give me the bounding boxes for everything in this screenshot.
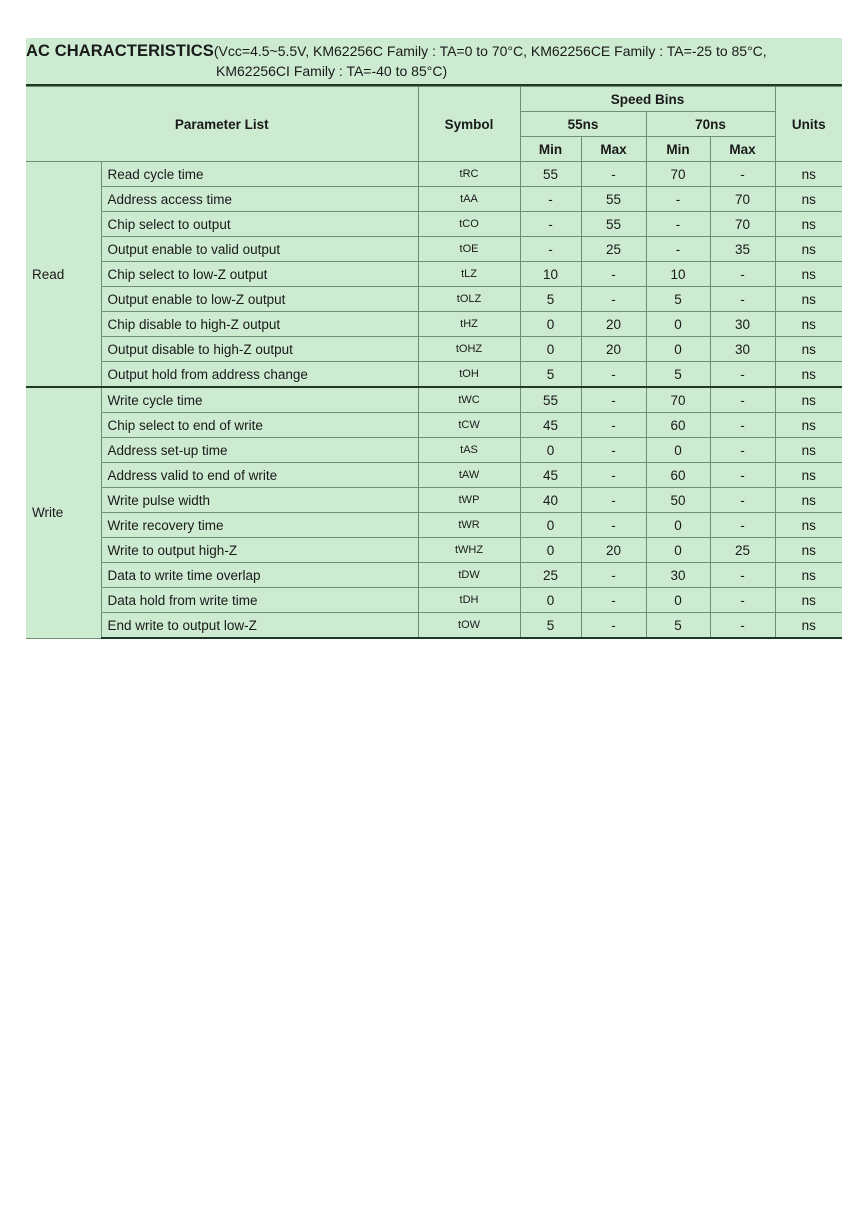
max-70-cell: -	[710, 513, 775, 538]
table-row	[26, 413, 842, 438]
max-70-cell: 30	[710, 312, 775, 337]
symbol-cell: tHZ	[418, 312, 520, 337]
max-70-cell: -	[710, 287, 775, 312]
min-70-cell: 0	[646, 538, 710, 563]
unit-cell: ns	[775, 287, 842, 312]
max-55-cell: -	[581, 613, 646, 639]
max-70-cell: -	[710, 362, 775, 388]
max-70-cell: 25	[710, 538, 775, 563]
max-55-cell: 20	[581, 312, 646, 337]
max-55-cell: -	[581, 563, 646, 588]
min-55-cell: -	[520, 187, 581, 212]
table-row	[26, 438, 842, 463]
max-70-cell: 70	[710, 187, 775, 212]
symbol-cell: tWHZ	[418, 538, 520, 563]
header-speed-bins: Speed Bins	[520, 87, 775, 112]
symbol-cell: tOW	[418, 613, 520, 639]
parameter-cell: Address set-up time	[101, 438, 418, 463]
unit-cell: ns	[775, 187, 842, 212]
max-70-cell: -	[710, 413, 775, 438]
table-row	[26, 463, 842, 488]
parameter-cell: Output enable to low-Z output	[101, 287, 418, 312]
max-70-cell: -	[710, 438, 775, 463]
max-70-cell: -	[710, 613, 775, 639]
table-row	[26, 337, 842, 362]
table-row	[26, 287, 842, 312]
header-units: Units	[775, 87, 842, 162]
parameter-cell: Output enable to valid output	[101, 237, 418, 262]
max-55-cell: 55	[581, 212, 646, 237]
header-max-70: Max	[710, 137, 775, 162]
parameter-cell: Read cycle time	[101, 162, 418, 187]
unit-cell: ns	[775, 387, 842, 413]
table-row	[26, 588, 842, 613]
min-70-cell: 0	[646, 312, 710, 337]
header-bin-55ns: 55ns	[520, 112, 646, 137]
symbol-cell: tAW	[418, 463, 520, 488]
parameter-cell: Data hold from write time	[101, 588, 418, 613]
unit-cell: ns	[775, 212, 842, 237]
max-70-cell: -	[710, 588, 775, 613]
max-70-cell: -	[710, 162, 775, 187]
parameter-cell: Write cycle time	[101, 387, 418, 413]
max-55-cell: 20	[581, 538, 646, 563]
symbol-cell: tOHZ	[418, 337, 520, 362]
min-55-cell: 0	[520, 513, 581, 538]
min-70-cell: -	[646, 237, 710, 262]
max-70-cell: 35	[710, 237, 775, 262]
max-55-cell: -	[581, 463, 646, 488]
max-55-cell: 20	[581, 337, 646, 362]
min-55-cell: 25	[520, 563, 581, 588]
symbol-cell: tCO	[418, 212, 520, 237]
min-55-cell: 5	[520, 613, 581, 639]
ac-characteristics-sheet	[26, 38, 842, 639]
table-row	[26, 513, 842, 538]
symbol-cell: tRC	[418, 162, 520, 187]
min-70-cell: 30	[646, 563, 710, 588]
min-55-cell: 45	[520, 413, 581, 438]
ac-characteristics-table	[26, 86, 842, 639]
header-symbol: Symbol	[418, 87, 520, 162]
symbol-cell: tWC	[418, 387, 520, 413]
table-row	[26, 162, 842, 187]
table-row	[26, 362, 842, 388]
table-row	[26, 262, 842, 287]
min-70-cell: 50	[646, 488, 710, 513]
group-label-read: Read	[26, 162, 101, 388]
max-70-cell: 70	[710, 212, 775, 237]
max-55-cell: -	[581, 438, 646, 463]
section-title: AC CHARACTERISTICS	[26, 42, 214, 60]
max-55-cell: -	[581, 513, 646, 538]
max-70-cell: -	[710, 488, 775, 513]
symbol-cell: tAS	[418, 438, 520, 463]
min-55-cell: 10	[520, 262, 581, 287]
max-70-cell: -	[710, 387, 775, 413]
title-block	[26, 38, 842, 86]
min-55-cell: 0	[520, 312, 581, 337]
min-70-cell: 70	[646, 162, 710, 187]
symbol-cell: tOH	[418, 362, 520, 388]
max-55-cell: -	[581, 413, 646, 438]
min-55-cell: 0	[520, 337, 581, 362]
max-70-cell: 30	[710, 337, 775, 362]
min-70-cell: 5	[646, 287, 710, 312]
unit-cell: ns	[775, 513, 842, 538]
max-55-cell: -	[581, 287, 646, 312]
min-70-cell: 0	[646, 337, 710, 362]
min-70-cell: 0	[646, 513, 710, 538]
table-row	[26, 613, 842, 639]
min-55-cell: 40	[520, 488, 581, 513]
header-parameter-list: Parameter List	[26, 87, 418, 162]
min-55-cell: 55	[520, 162, 581, 187]
unit-cell: ns	[775, 563, 842, 588]
max-55-cell: 25	[581, 237, 646, 262]
max-55-cell: -	[581, 588, 646, 613]
max-55-cell: -	[581, 488, 646, 513]
parameter-cell: Output hold from address change	[101, 362, 418, 388]
max-55-cell: 55	[581, 187, 646, 212]
min-70-cell: 70	[646, 387, 710, 413]
symbol-cell: tDH	[418, 588, 520, 613]
unit-cell: ns	[775, 262, 842, 287]
min-70-cell: 60	[646, 463, 710, 488]
max-70-cell: -	[710, 262, 775, 287]
min-55-cell: 5	[520, 362, 581, 388]
min-55-cell: -	[520, 237, 581, 262]
min-70-cell: 5	[646, 613, 710, 639]
symbol-cell: tCW	[418, 413, 520, 438]
symbol-cell: tDW	[418, 563, 520, 588]
min-70-cell: 5	[646, 362, 710, 388]
unit-cell: ns	[775, 413, 842, 438]
unit-cell: ns	[775, 538, 842, 563]
min-55-cell: 55	[520, 387, 581, 413]
min-55-cell: -	[520, 212, 581, 237]
min-55-cell: 45	[520, 463, 581, 488]
min-70-cell: -	[646, 212, 710, 237]
unit-cell: ns	[775, 162, 842, 187]
min-55-cell: 0	[520, 438, 581, 463]
header-min-70: Min	[646, 137, 710, 162]
table-row	[26, 212, 842, 237]
parameter-cell: Write pulse width	[101, 488, 418, 513]
table-row	[26, 187, 842, 212]
header-min-55: Min	[520, 137, 581, 162]
symbol-cell: tOLZ	[418, 287, 520, 312]
unit-cell: ns	[775, 588, 842, 613]
header-bin-70ns: 70ns	[646, 112, 775, 137]
symbol-cell: tOE	[418, 237, 520, 262]
min-70-cell: 0	[646, 588, 710, 613]
table-body	[26, 162, 842, 639]
max-70-cell: -	[710, 463, 775, 488]
unit-cell: ns	[775, 463, 842, 488]
min-70-cell: 60	[646, 413, 710, 438]
max-55-cell: -	[581, 162, 646, 187]
symbol-cell: tAA	[418, 187, 520, 212]
group-label-write: Write	[26, 387, 101, 638]
unit-cell: ns	[775, 438, 842, 463]
parameter-cell: Data to write time overlap	[101, 563, 418, 588]
parameter-cell: Chip select to low-Z output	[101, 262, 418, 287]
parameter-cell: Chip select to end of write	[101, 413, 418, 438]
parameter-cell: Address access time	[101, 187, 418, 212]
min-55-cell: 0	[520, 588, 581, 613]
conditions-line-2: KM62256CI Family : TA=-40 to 85°C)	[216, 63, 448, 79]
header-max-55: Max	[581, 137, 646, 162]
conditions-line-1: (Vcc=4.5~5.5V, KM62256C Family : TA=0 to 70°C, KM62256CE Family : TA=-25 to 85°C,	[213, 43, 767, 59]
max-55-cell: -	[581, 362, 646, 388]
symbol-cell: tWP	[418, 488, 520, 513]
table-row	[26, 312, 842, 337]
unit-cell: ns	[775, 312, 842, 337]
table-row	[26, 538, 842, 563]
symbol-cell: tLZ	[418, 262, 520, 287]
unit-cell: ns	[775, 362, 842, 388]
max-55-cell: -	[581, 262, 646, 287]
min-55-cell: 0	[520, 538, 581, 563]
max-55-cell: -	[581, 387, 646, 413]
unit-cell: ns	[775, 237, 842, 262]
min-70-cell: 0	[646, 438, 710, 463]
table-row	[26, 488, 842, 513]
unit-cell: ns	[775, 613, 842, 639]
parameter-cell: Address valid to end of write	[101, 463, 418, 488]
table-row	[26, 563, 842, 588]
min-70-cell: -	[646, 187, 710, 212]
parameter-cell: Output disable to high-Z output	[101, 337, 418, 362]
parameter-cell: Write recovery time	[101, 513, 418, 538]
table-row	[26, 237, 842, 262]
min-55-cell: 5	[520, 287, 581, 312]
parameter-cell: Chip disable to high-Z output	[101, 312, 418, 337]
parameter-cell: End write to output low-Z	[101, 613, 418, 639]
symbol-cell: tWR	[418, 513, 520, 538]
table-row	[26, 387, 842, 413]
parameter-cell: Chip select to output	[101, 212, 418, 237]
max-70-cell: -	[710, 563, 775, 588]
unit-cell: ns	[775, 337, 842, 362]
parameter-cell: Write to output high-Z	[101, 538, 418, 563]
unit-cell: ns	[775, 488, 842, 513]
min-70-cell: 10	[646, 262, 710, 287]
